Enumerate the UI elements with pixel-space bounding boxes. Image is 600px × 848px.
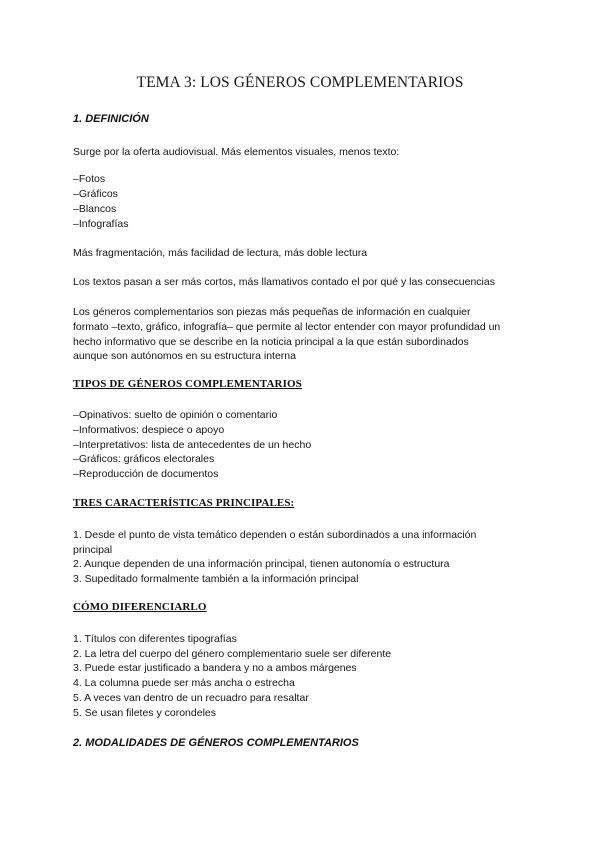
list-item: –Gráficos: [73, 188, 118, 200]
list-item: 5. A veces van dentro de un recuadro para resaltar: [73, 692, 309, 704]
paragraph-line: formato –texto, gráfico, infografía– que permite al lector entender con mayor profundidad un: [73, 321, 501, 333]
list-item: –Fotos: [73, 173, 106, 185]
paragraph-fragmentacion: Más fragmentación, más facilidad de lectura, más doble lectura: [73, 247, 368, 259]
list-item: 4. La columna puede ser más ancha o estrecha: [73, 677, 295, 689]
list-item: 3. Puede estar justificado a bandera y no a ambos márgenes: [73, 662, 357, 674]
page-title: TEMA 3: LOS GÉNEROS COMPLEMENTARIOS: [136, 74, 464, 91]
section-heading-caracteristicas: TRES CARACTERÍSTICAS PRINCIPALES:: [73, 497, 295, 509]
list-item: –Opinativos: suelto de opinión o comentario: [73, 409, 278, 421]
list-item: –Gráficos: gráficos electorales: [73, 453, 215, 465]
definicion-intro: Surge por la oferta audiovisual. Más elementos visuales, menos texto:: [73, 146, 400, 158]
list-item: 1. Títulos con diferentes tipografías: [73, 633, 237, 645]
section-heading-diferenciar: CÓMO DIFERENCIARLO: [73, 601, 207, 613]
section-heading-modalidades: 2. MODALIDADES DE GÉNEROS COMPLEMENTARIOS: [73, 737, 359, 749]
list-item: –Infografías: [73, 218, 129, 230]
list-item: 5. Se usan filetes y corondeles: [73, 707, 217, 719]
list-item: –Reproducción de documentos: [73, 468, 219, 480]
section-heading-definicion: 1. DEFINICIÓN: [73, 113, 149, 125]
list-item: 1. Desde el punto de vista temático dependen o están subordinados a una información: [73, 529, 477, 541]
list-item: 3. Supeditado formalmente también a la información principal: [73, 573, 359, 585]
list-item: 2. La letra del cuerpo del género complementario suele ser diferente: [73, 648, 392, 660]
section-heading-tipos: TIPOS DE GÉNEROS COMPLEMENTARIOS: [73, 378, 302, 390]
paragraph-line: Los géneros complementarios son piezas más pequeñas de información en cualquier: [73, 306, 471, 318]
list-item: –Interpretativos: lista de antecedentes de un hecho: [73, 439, 312, 451]
list-item: 2. Aunque dependen de una información principal, tienen autonomía o estructura: [73, 558, 450, 570]
list-item: –Informativos: despiece o apoyo: [73, 424, 225, 436]
paragraph-line: aunque son autónomos en su estructura interna: [73, 350, 296, 362]
list-item: principal: [73, 544, 113, 556]
list-item: –Blancos: [73, 203, 117, 215]
paragraph-textos: Los textos pasan a ser más cortos, más llamativos contado el por qué y las consecuencias: [73, 276, 495, 288]
paragraph-line: hecho informativo que se describe en la noticia principal a la que están subordinados: [73, 336, 469, 348]
